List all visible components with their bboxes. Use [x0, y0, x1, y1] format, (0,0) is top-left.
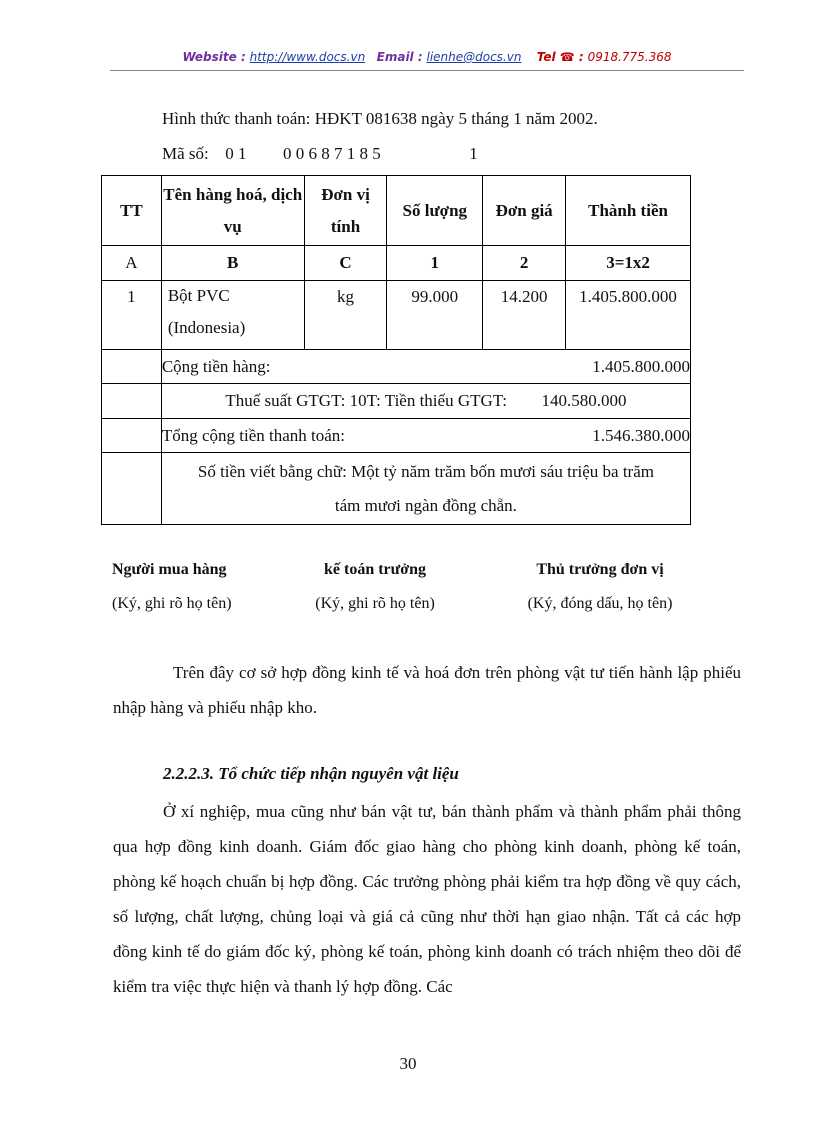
signature-director-note: [505, 595, 695, 613]
code-label: Mã số:: [162, 144, 209, 163]
signature-title: kế toán trưởng: [323, 561, 426, 578]
table-row: [102, 281, 691, 350]
payment-line: Hình thức thanh toán: HĐKT 081638 ngày 5 tháng 1 năm 2002.: [162, 109, 598, 128]
header-unit: Đơn vị tính: [304, 176, 387, 246]
vat-cell: [161, 384, 690, 419]
words-row: [102, 453, 691, 525]
item-price: 14.200: [483, 281, 566, 350]
words-line1: Số tiền viết bằng chữ: Một tỷ năm trăm bốn mươi sáu triệu ba trăm: [197, 461, 654, 481]
item-name: [161, 281, 304, 350]
code-part-3: 1: [469, 144, 478, 163]
header-goods-name: Tên hàng hoá, dịch vụ: [161, 176, 304, 246]
email-label: Email :: [376, 50, 423, 64]
email-link[interactable]: lienhe@docs.vn: [426, 50, 522, 64]
signature-note: (Ký, ghi rõ họ tên): [112, 595, 232, 612]
item-name-line2: (Indonesia): [167, 318, 246, 337]
code-part-1: 0 1: [225, 144, 247, 163]
index-cell: A: [102, 246, 162, 281]
item-qty: 99.000: [387, 281, 483, 350]
website-link[interactable]: http://www.docs.vn: [249, 50, 366, 64]
index-cell: C: [304, 246, 387, 281]
table-index-row: [102, 246, 691, 281]
tel-number: 0918.775.368: [587, 50, 672, 64]
total-row: [102, 419, 691, 453]
vat-value: 140.580.000: [541, 391, 627, 410]
code-part-2: 0 0 6 8 7 1 8 5: [283, 144, 381, 163]
section-heading: 2.2.2.3. Tổ chức tiếp nhận nguyên vật liệu: [163, 764, 459, 783]
index-cell: 2: [483, 246, 566, 281]
blank-cell: [102, 384, 162, 419]
index-cell: 3=1x2: [566, 246, 691, 281]
signature-buyer: [112, 561, 262, 579]
item-tt: 1: [102, 281, 162, 350]
signature-director: [505, 561, 695, 579]
header-unit-price: Đơn giá: [483, 176, 566, 246]
signature-title: Người mua hàng: [112, 561, 227, 578]
website-label: Website :: [182, 50, 246, 64]
index-cell: 1: [387, 246, 483, 281]
words-line2: tám mươi ngàn đồng chẵn.: [334, 495, 517, 515]
header-divider: [110, 70, 744, 71]
header-quantity: Số lượng: [387, 176, 483, 246]
code-line: [162, 144, 478, 164]
signature-buyer-note: [112, 595, 262, 613]
header-tt: TT: [102, 176, 162, 246]
signature-accountant: [300, 561, 450, 579]
subtotal-label: Cộng tiền hàng:: [161, 356, 271, 376]
subtotal-row: [102, 350, 691, 384]
paragraph-1: Trên đây cơ sở hợp đồng kinh tế và hoá đơn trên phòng vật tư tiến hành lập phiếu nhập hàng và phiếu nhập kho.: [113, 663, 741, 717]
invoice-table: [101, 175, 691, 525]
total-value: 1.546.380.000: [592, 425, 690, 445]
vat-row: [102, 384, 691, 419]
total-label: Tổng cộng tiền thanh toán:: [161, 425, 346, 445]
page-number: 30: [399, 1054, 417, 1073]
blank-cell: [102, 419, 162, 453]
paragraph-2: Ở xí nghiệp, mua cũng như bán vật tư, bán thành phẩm và thành phẩm phải thông qua hợp đồng kinh doanh. Giám đốc giao hàng cho phòng kinh doanh, phòng kế toán, phòng kế hoạch chuẩn bị hợp đồng. Các trưởng phòng phải kiểm tra hợp đồng về quy cách, số lượng, chất lượng, chủng loại và giá cả cũng như thời hạn giao nhận. Tất cả các hợp đồng kinh tế do giám đốc ký, phòng kế toán, phòng kinh doanh có trách nhiệm theo dõi để kiểm tra việc thực hiện và thanh lý hợp đồng. Các: [113, 802, 741, 996]
item-amount: 1.405.800.000: [566, 281, 691, 350]
signature-title: Thủ trưởng đơn vị: [536, 561, 664, 578]
signature-note: (Ký, ghi rõ họ tên): [315, 595, 435, 612]
subtotal-value: 1.405.800.000: [592, 356, 690, 376]
signature-accountant-note: [300, 595, 450, 613]
item-name-line1: Bột PVC: [167, 286, 230, 305]
header-amount: Thành tiền: [566, 176, 691, 246]
table-header-row: [102, 176, 691, 246]
item-unit: kg: [304, 281, 387, 350]
index-cell: B: [161, 246, 304, 281]
words-cell: [161, 453, 690, 525]
subtotal-cell: [161, 350, 690, 384]
blank-cell: [102, 350, 162, 384]
tel-label: Tel ☎ :: [536, 50, 584, 64]
signature-note: (Ký, đóng dấu, họ tên): [527, 595, 673, 612]
blank-cell: [102, 453, 162, 525]
vat-label: Thuế suất GTGT: 10T: Tiền thiếu GTGT:: [225, 391, 508, 410]
page-header: [110, 50, 744, 70]
total-cell: [161, 419, 690, 453]
